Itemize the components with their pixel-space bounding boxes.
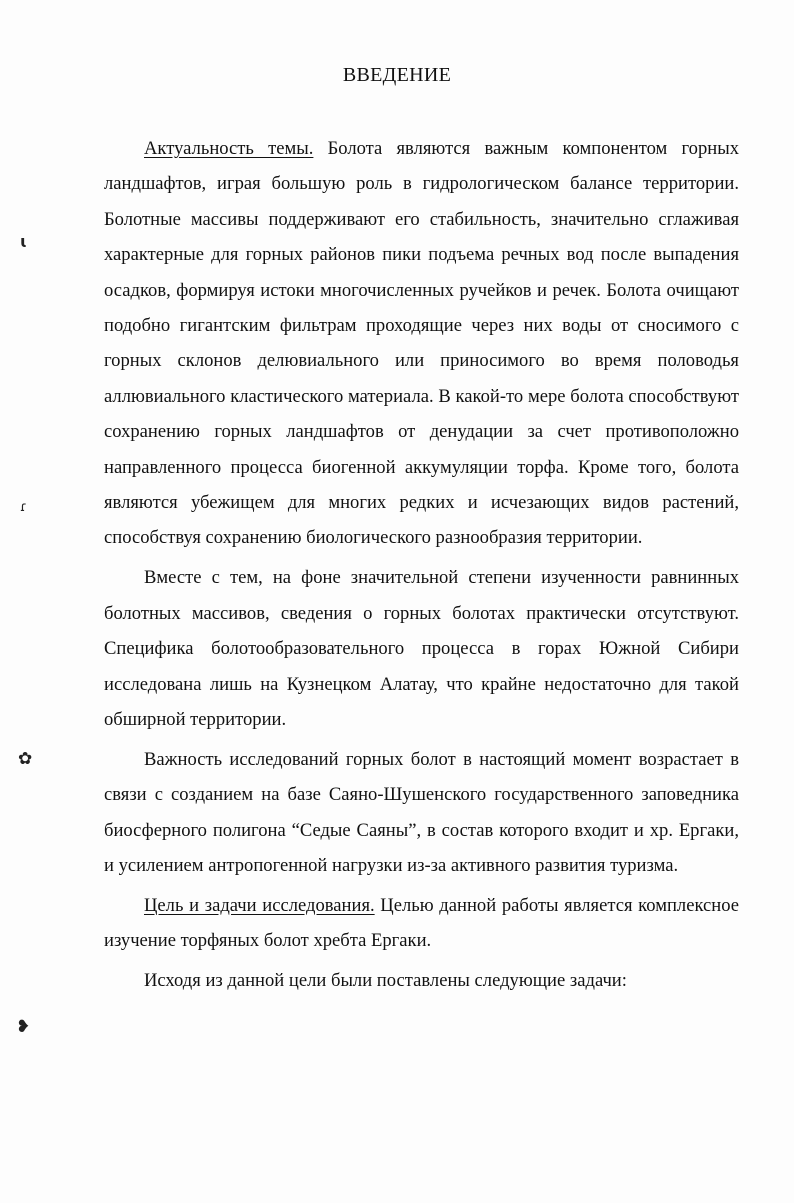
paragraph-tasks-intro: [104, 963, 739, 998]
paragraph-mountain-bogs: [104, 560, 739, 737]
paragraph-text: Вместе с тем, на фоне значительной степени изученности равнинных болотных массивов, сведения о горных болотах практически отсутствуют. Специфика болотообразовательного процесса в горах Южной Сибири исследована лишь на Кузнецком Алатау, что крайне недостаточно для такой обширной территории.: [104, 567, 739, 730]
paragraph-goal: [104, 888, 739, 959]
body-text: [104, 131, 739, 1003]
heading-goal: Цель и задачи исследования.: [144, 895, 375, 917]
paragraph-relevance: [104, 131, 739, 556]
heading-relevance: Актуальность темы.: [144, 138, 314, 159]
binding-mark-1: ɩ: [20, 232, 28, 251]
binding-mark-2: ɾ: [20, 500, 27, 515]
paragraph-text: Целью данной работы является комплексное изучение торфяных болот хребта Ергаки.: [104, 895, 739, 952]
binding-mark-4: ❥: [16, 1017, 31, 1037]
paragraph-text: Болота являются важным компонентом горных ландшафтов, играя большую роль в гидрологическом балансе территории. Болотные массивы поддерживают его стабильность, значительно сглаживая характерные для горных районов пики подъема речных вод после выпадения осадков, формируя истоки многочисленных ручейков и речек. Болота очищают подобно гигантским фильтрам проходящие через них воды от сносимого с горных склонов делювиального или приносимого во время половодья аллювиального кластического материала. В какой-то мере болота способствуют сохранению горных ландшафтов от денудации за счет противоположно направленного процесса биогенной аккумуляции торфа. Кроме того, болота являются убежищем для многих редких и исчезающих видов растений, способствуя сохранению биологического разнообразия территории.: [104, 138, 740, 549]
paragraph-text: Важность исследований горных болот в настоящий момент возрастает в связи с созданием на базе Саяно-Шушенского государственного заповедника биосферного полигона “Седые Саяны”, в состав которого входит и хр. Ергаки, и усилением антропогенной нагрузки из-за активного развития туризма.: [104, 748, 739, 877]
section-title: ВВЕДЕНИЕ: [342, 64, 452, 86]
paragraph-importance: [104, 742, 739, 884]
paragraph-text: Исходя из данной цели были поставлены следующие задачи:: [144, 970, 627, 992]
binding-mark-3: ✿: [18, 749, 33, 769]
